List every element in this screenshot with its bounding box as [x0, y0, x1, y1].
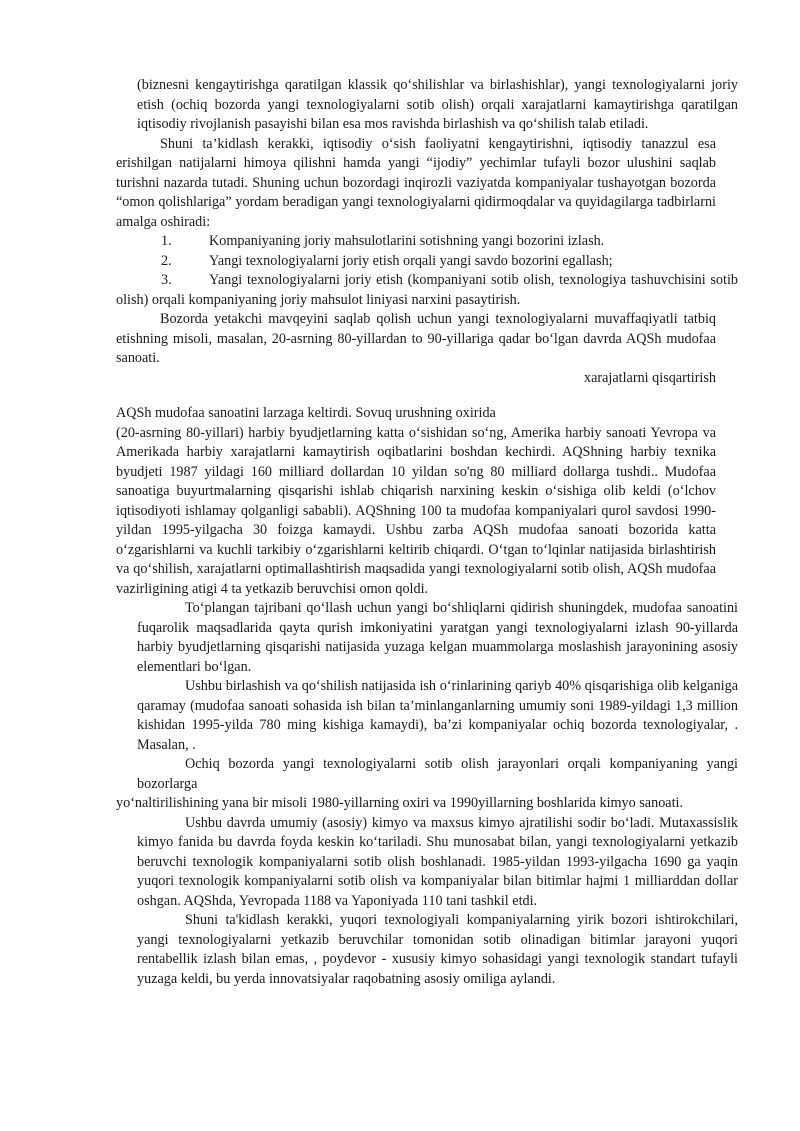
- paragraph-merger-jobs: Ushbu birlashish va qo‘shilish natijasida ish o‘rinlarining qariyb 40% qisqarishiga olib kelganiga qaramay (mudofaa sanoati sohasida ish bilan ta’minlanganlarning umumiy soni 1989-yildagi 1,3 million kishidan 1995-yilda 780 ming kishiga kamaydi), ba’zi kompaniyalar ochiq bozorda texnologiyalar, . Masalan, .: [137, 678, 738, 753]
- list-item: [0, 232, 800, 252]
- list-text: Yangi texnologiyalarni joriy etish orqali yangi savdo bozorini egallash;: [209, 252, 613, 269]
- paragraph-open-market: Ochiq bozorda yangi texnologiyalarni sotib olish jarayonlari orqali kompaniyaning yangi bozorlarga: [137, 756, 738, 792]
- paragraph-defense-example: Bozorda yetakchi mavqeyini saqlab qolish uchun yangi texnologiyalarni muvaffaqiyatli tatbiq etishning misoli, masalan, 20-asrning 80-yillardan to 90-yillariga qadar bo‘lgan davrda AQSh mudofaa sanoati.: [116, 311, 716, 366]
- paragraph-chemistry-period: Ushbu davrda umumiy (asosiy) kimyo va maxsus kimyo ajratilishi sodir bo‘ladi. Mutaxassislik kimyo fanida bu davrda foyda keskin ko‘tariladi. Shu munosabat bilan, yangi texnologiyalarni yetkazib beruvchi texnologik kompaniyalarni sotib olish boshlanadi. 1985-yildan 1993-yilgacha 1690 ga yaqin yuqori texnologik kompaniyalarni sotib olish va kompaniyalar bilan bitimlar hajmi 1 milliarddan dollar oshgan. AQShda, Yevropada 1188 va Yaponiyada 110 tani tashkil etdi.: [137, 814, 738, 909]
- paragraph-experience: To‘plangan tajribani qo‘llash uchun yangi bo‘shliqlarni qidirish shuningdek, mudofaa sanoatini fuqarolik maqsadlarida qayta qurish imkoniyatini yaratgan yangi texnologiyalarni izlash 90-yillarda harbiy byudjetlarning qisqarishi natijasida yuzaga kelgan muammolarga moslashish jarayonining asosiy elementlari bo‘lgan.: [137, 600, 738, 675]
- list-number: 3.: [161, 272, 172, 288]
- paragraph-cost-reduction: xarajatlarni qisqartirish: [584, 369, 716, 386]
- list-text: Kompaniyaning joriy mahsulotlarini sotishning yangi bozorini izlash.: [209, 233, 605, 249]
- paragraph-cold-war: (20-asrning 80-yillari) harbiy byudjetlarning katta o‘sishidan so‘ng, Amerika harbiy sanoati Yevropa va Amerikada harbiy xarajatlarni kamaytirish oqibatlarini boshdan kechirdi. AQShning harbiy texnika byudjeti 1987 yildagi 160 milliard dollardan 10 yildan so'ng 80 milliard dollarga tushdi.. Mudofaa sanoatiga buyurtmalarning qisqarishi ishlab chiqarish narxining keskin o‘sishiga olib keldi (o‘lchov iqtisodiyoti ishlamay qolganligi sababli). AQShning 100 ta mudofaa kompaniyalari qurol savdosi 1990-yildan 1995-yilgacha 30 foizga kamaydi. Ushbu zarba AQSh mudofaa sanoati bozorida katta o‘zgarishlarni va kuchli tarkibiy o‘zgarishlarni keltirib chiqardi. O‘tgan to‘lqinlar natijasida birlashtirish va qo‘shilish, xarajatlarni optimallashtirish maqsadida yangi texnologiyalarni sotib olish, AQSh mudofaa vazirligining atigi 4 ta yetkazib beruvchisi omon qoldi.: [116, 424, 716, 597]
- list-text: Yangi texnologiyalarni joriy etish (kompaniyani sotib olish, texnologiya tashuvchisini sotib olish) orqali kompaniyaning joriy mahsulot liniyasi narxini pasaytirish.: [116, 272, 738, 308]
- list-item: [0, 252, 800, 272]
- list-number: 1.: [161, 233, 172, 249]
- text-block-top: [0, 76, 800, 388]
- paragraph-economic-growth: Shuni ta’kidlash kerakki, iqtisodiy o‘sish faoliyatni kengaytirishni, iqtisodiy tanazzul esa erishilgan natijalarni himoya qilishni hamda yangi “ijodiy” yechimlar tufayli bozor ulushini saqlab turishni nazarda tutadi. Shuning uchun bozordagi inqirozli vaziyatda kompaniyalar tushayotgan bozorda “omon qolishlariga” yordam beradigan yangi texnologiyalarni qidirmoqdalar va quyidagilarga tadbirlarni amalga oshiradi:: [116, 135, 716, 230]
- paragraph-intro: (biznesni kengaytirishga qaratilgan klassik qo‘shilishlar va birlashishlar), yangi texnologiyalarni joriy etish (ochiq bozorda yangi texnologiyalarni sotib olish) orqali xarajatlarni kamaytirishga qaratilgan iqtisodiy rivojlanish pasayishi bilan esa mos ravishda birlashish va qo‘shilish talab etiladi.: [137, 77, 738, 132]
- list-item: [0, 271, 800, 310]
- paragraph-defense-shaken: AQSh mudofaa sanoatini larzaga keltirdi. Sovuq urushning oxirida: [116, 405, 496, 421]
- paragraph-chemistry-example: yo‘naltirilishining yana bir misoli 1980-yillarning oxiri va 1990yillarning boshlarida kimyo sanoati.: [116, 795, 684, 811]
- list-number: 2.: [161, 252, 172, 269]
- paragraph-conclusion: Shuni ta'kidlash kerakki, yuqori texnologiyali kompaniyalarning yirik bozori ishtirokchilari, yangi texnologiyalarni yetkazib beruvchilar tomonidan sotib olinadigan bitimlar jarayoni yuqori rentabellik izlash bilan emas, , poydevor - xususiy kimyo sohasidagi yangi texnologik standart tufayli yuzaga keldi, bu yerda innovatsiyalar raqobatning asosiy omiliga aylandi.: [137, 912, 738, 987]
- text-block-bottom: [0, 404, 800, 989]
